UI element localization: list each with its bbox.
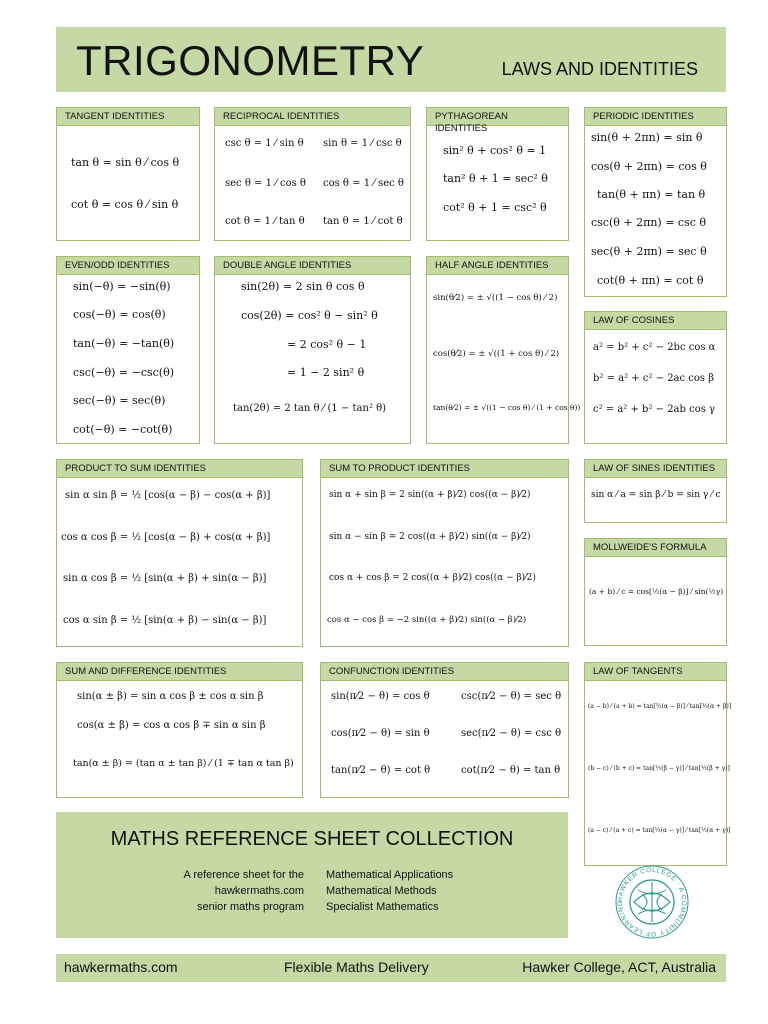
- section-title: PRODUCT TO SUM IDENTITIES: [57, 460, 302, 478]
- course-line: Mathematical Methods: [326, 885, 437, 897]
- logo-ring-text: HAWKER COLLEGE · A COMMUNITY OF LEARNING: [616, 866, 688, 938]
- section-title: MOLLWEIDE'S FORMULA: [585, 539, 726, 557]
- footer-website: hawkermaths.com: [64, 959, 178, 975]
- equation: cos(α ± β) = cos α cos β ∓ sin α sin β: [77, 720, 266, 731]
- equation: (b − c) ⁄ (b + c) = tan[½(β − γ)] ⁄ tan[½(β + γ)]: [588, 765, 730, 772]
- equation: tan² θ + 1 = sec² θ: [443, 172, 548, 185]
- periodic-identities-box: [584, 107, 727, 297]
- law-of-cosines-box: [584, 311, 727, 444]
- section-title: DOUBLE ANGLE IDENTITIES: [215, 257, 410, 275]
- equation: csc(θ + 2πn) = csc θ: [591, 216, 706, 229]
- equation: csc(−θ) = −csc(θ): [73, 366, 174, 379]
- equation: tan(−θ) = −tan(θ): [73, 337, 175, 350]
- equation: tan θ = sin θ ⁄ cos θ: [71, 156, 180, 169]
- product-to-sum-box: [56, 459, 303, 647]
- equation: cos(2θ) = cos² θ − sin² θ: [241, 309, 378, 322]
- equation: sin(θ + 2πn) = sin θ: [591, 131, 703, 144]
- equation: a² = b² + c² − 2bc cos α: [593, 342, 716, 353]
- equation: (a − c) ⁄ (a + c) = tan[½(α − γ)] ⁄ tan[½(α + γ)]: [588, 827, 731, 834]
- equation: cot θ = cos θ ⁄ sin θ: [71, 198, 179, 211]
- title-banner: [56, 27, 726, 92]
- equation: sin α ⁄ a = sin β ⁄ b = sin γ ⁄ c: [591, 490, 721, 500]
- equation: sin(π⁄2 − θ) = cos θ: [331, 691, 430, 702]
- equation: tan(θ⁄2) = ± √((1 − cos θ) ⁄ (1 + cos θ)): [433, 403, 581, 412]
- equation: cos α cos β = ½ [cos(α − β) + cos(α + β)]: [61, 532, 271, 543]
- equation: sec(θ + 2πn) = sec θ: [591, 245, 707, 258]
- equation: = 1 − 2 sin² θ: [287, 366, 365, 379]
- equation: b² = a² + c² − 2ac cos β: [593, 373, 715, 384]
- section-title: TANGENT IDENTITIES: [57, 108, 199, 126]
- equation: = 2 cos² θ − 1: [287, 338, 367, 351]
- course-line: Specialist Mathematics: [326, 901, 439, 913]
- equation: csc θ = 1 ⁄ sin θ: [225, 138, 304, 149]
- section-title: RECIPROCAL IDENTITIES: [215, 108, 410, 126]
- even-odd-identities-box: [56, 256, 200, 444]
- reference-collection-panel: [56, 812, 568, 938]
- equation: sin α sin β = ½ [cos(α − β) − cos(α + β)]: [65, 490, 271, 501]
- equation: sin θ = 1 ⁄ csc θ: [323, 138, 402, 149]
- equation: cos(θ⁄2) = ± √((1 + cos θ) ⁄ 2): [433, 349, 560, 359]
- equation: cos α sin β = ½ [sin(α + β) − sin(α − β)]: [63, 615, 267, 626]
- description-line: hawkermaths.com: [214, 885, 304, 897]
- section-title: EVEN/ODD IDENTITIES: [57, 257, 199, 275]
- equation: cot(π⁄2 − θ) = tan θ: [461, 765, 561, 776]
- sum-to-product-box: [320, 459, 569, 647]
- equation: sin(−θ) = −sin(θ): [73, 280, 171, 293]
- section-title: SUM TO PRODUCT IDENTITIES: [321, 460, 568, 478]
- equation: sin α + sin β = 2 sin((α + β)⁄2) cos((α − β)⁄2): [329, 490, 531, 500]
- equation: sin(α ± β) = sin α cos β ± cos α sin β: [77, 691, 264, 702]
- section-title: LAW OF SINES IDENTITIES: [585, 460, 726, 478]
- equation: cos(π⁄2 − θ) = sin θ: [331, 728, 430, 739]
- equation: sin α − sin β = 2 cos((α + β)⁄2) sin((α − β)⁄2): [329, 532, 531, 542]
- section-title: LAW OF COSINES: [585, 312, 726, 330]
- equation: cot(θ + πn) = cot θ: [597, 274, 704, 287]
- description-line: senior maths program: [197, 901, 304, 913]
- equation: tan θ = 1 ⁄ cot θ: [323, 216, 403, 227]
- equation: tan(π⁄2 − θ) = cot θ: [331, 765, 431, 776]
- equation: (a + b) ⁄ c = cos[½(α − β)] ⁄ sin(½γ): [589, 587, 724, 596]
- collection-title: MATHS REFERENCE SHEET COLLECTION: [110, 828, 514, 850]
- section-title: PERIODIC IDENTITIES: [585, 108, 726, 126]
- section-title: SUM AND DIFFERENCE IDENTITIES: [57, 663, 302, 681]
- footer-location: Hawker College, ACT, Australia: [522, 959, 716, 975]
- section-title: HALF ANGLE IDENTITIES: [427, 257, 568, 275]
- equation: sin α cos β = ½ [sin(α + β) + sin(α − β)]: [63, 573, 267, 584]
- mollweide-formula-box: [584, 538, 727, 646]
- equation: cot² θ + 1 = csc² θ: [443, 201, 547, 214]
- section-title: LAW OF TANGENTS: [585, 663, 726, 681]
- equation: sin² θ + cos² θ = 1: [443, 144, 547, 157]
- equation: c² = a² + b² − 2ab cos γ: [593, 404, 716, 415]
- cofunction-identities-box: [320, 662, 569, 798]
- equation: cot θ = 1 ⁄ tan θ: [225, 216, 305, 227]
- equation: cos α + cos β = 2 cos((α + β)⁄2) cos((α − β)⁄2): [329, 573, 536, 583]
- section-title: PYTHAGOREAN IDENTITIES: [427, 108, 568, 126]
- course-line: Mathematical Applications: [326, 869, 454, 881]
- double-angle-identities-box: [214, 256, 411, 444]
- equation: tan(θ + πn) = tan θ: [597, 188, 706, 201]
- page-subtitle: LAWS AND IDENTITIES: [501, 59, 698, 79]
- equation: cos α − cos β = −2 sin((α + β)⁄2) sin((α − β)⁄2): [327, 615, 527, 625]
- equation: sec(π⁄2 − θ) = csc θ: [461, 728, 562, 739]
- law-of-sines-box: [584, 459, 727, 523]
- equation: csc(π⁄2 − θ) = sec θ: [461, 691, 562, 702]
- half-angle-identities-box: [426, 256, 581, 444]
- hawker-college-logo: [614, 864, 690, 940]
- page-title: TRIGONOMETRY: [76, 37, 425, 84]
- equation: tan(2θ) = 2 tan θ ⁄ (1 − tan² θ): [233, 403, 387, 414]
- sum-difference-box: [56, 662, 303, 798]
- reciprocal-identities-box: [214, 107, 411, 241]
- equation: cos(−θ) = cos(θ): [73, 308, 166, 321]
- equation: sec θ = 1 ⁄ cos θ: [225, 178, 306, 189]
- equation: sec(−θ) = sec(θ): [73, 394, 166, 407]
- law-of-tangents-box: [584, 662, 732, 866]
- equation: tan(α ± β) = (tan α ± tan β) ⁄ (1 ∓ tan α tan β): [73, 758, 294, 769]
- footer-tagline: Flexible Maths Delivery: [284, 959, 429, 975]
- equation: sin(2θ) = 2 sin θ cos θ: [241, 280, 365, 293]
- equation: cos(θ + 2πn) = cos θ: [591, 160, 707, 173]
- description-line: A reference sheet for the: [183, 869, 304, 881]
- equation: (a − b) ⁄ (a + b) = tan[½(α − β)] ⁄ tan[½(α + β)]: [588, 703, 732, 710]
- equation: sin(θ⁄2) = ± √((1 − cos θ) ⁄ 2): [433, 293, 558, 303]
- equation: cos θ = 1 ⁄ sec θ: [323, 178, 404, 189]
- footer-bar: [56, 954, 726, 982]
- section-title: CONFUNCTION IDENTITIES: [321, 663, 568, 681]
- pythagorean-identities-box: [426, 107, 569, 241]
- tangent-identities-box: [56, 107, 200, 241]
- equation: cot(−θ) = −cot(θ): [73, 423, 173, 436]
